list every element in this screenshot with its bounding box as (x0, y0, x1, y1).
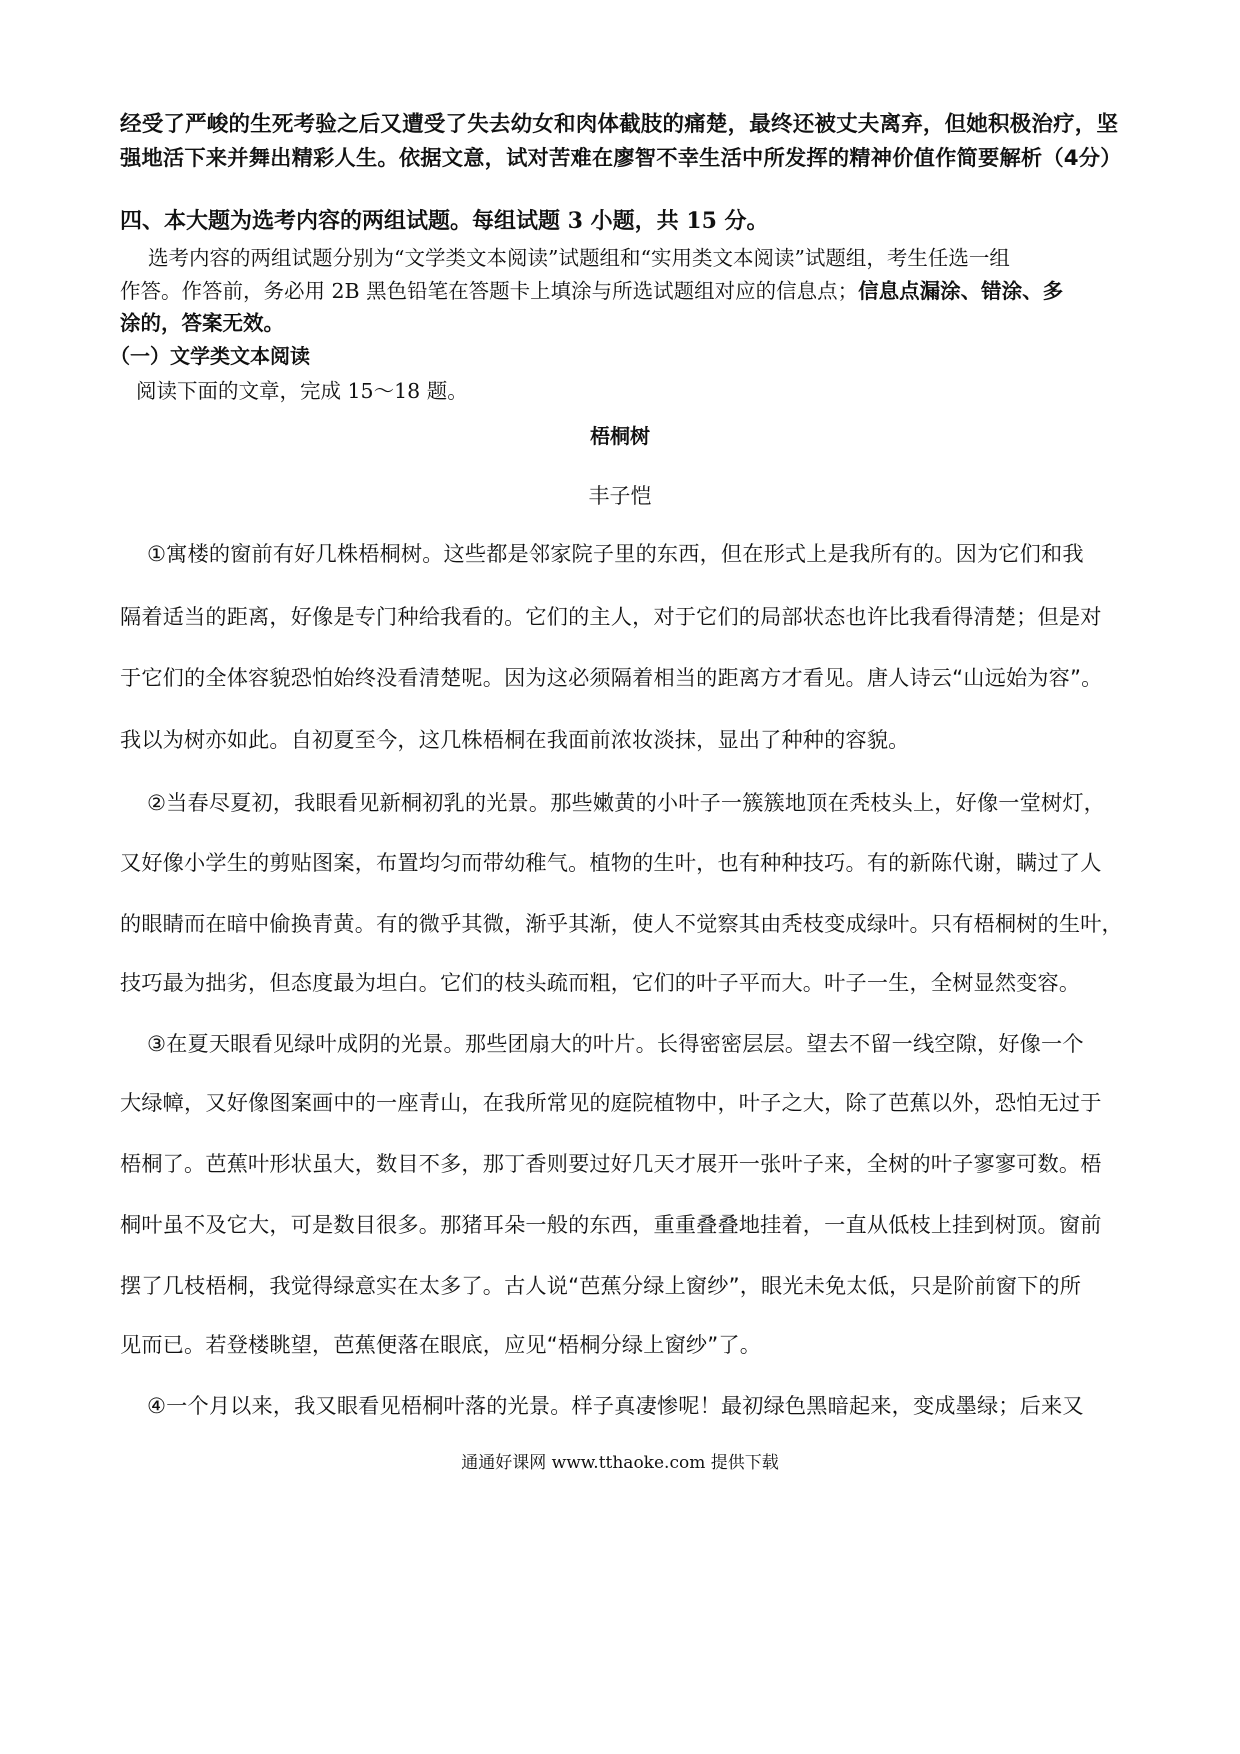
article-line-10: 大绿幛，又好像图案画中的一座青山，在我所常见的庭院植物中，叶子之大，除了芭蕉以外，恐怕无过于 (120, 1090, 1102, 1115)
article-line-12: 桐叶虽不及它大，可是数目很多。那猪耳朵一般的东西，重重叠叠地挂着，一直从低枝上挂到树顶。窗前 (120, 1212, 1102, 1237)
article-author: 丰子恺 (588, 484, 652, 508)
instructions-line-2 (120, 277, 1130, 305)
instructions-line-2-normal: 作答。作答前，务必用 2B 黑色铅笔在答题卡上填涂与所选试题组对应的信息点； (120, 279, 859, 303)
instructions-line-2-bold: 信息点漏涂、错涂、多 (858, 279, 1064, 303)
subsection-heading: （一）文学类文本阅读 (110, 344, 310, 368)
instructions-line-3: 涂的，答案无效。 (120, 311, 284, 335)
article-line-6: 又好像小学生的剪贴图案，布置均匀而带幼稚气。植物的生叶，也有种种技巧。有的新陈代谢，瞒过了人 (120, 850, 1102, 875)
section-four-heading: 四、本大题为选考内容的两组试题。每组试题 3 小题，共 15 分。 (120, 208, 769, 234)
article-line-2: 隔着适当的距离，好像是专门种给我看的。它们的主人，对于它们的局部状态也许比我看得清楚；但是对 (120, 604, 1102, 629)
page-footer: 通通好课网 www.tthaoke.com 提供下载 (461, 1453, 779, 1473)
article-line-8: 技巧最为拙劣，但态度最为坦白。它们的枝头疏而粗，它们的叶子平而大。叶子一生，全树显然变容。 (120, 970, 1081, 995)
article-line-9: ③在夏天眼看见绿叶成阴的光景。那些团扇大的叶片。长得密密层层。望去不留一线空隙，好像一个 (147, 1031, 1084, 1056)
question-line-1: 经受了严峻的生死考验之后又遭受了失去幼女和肉体截肢的痛楚，最终还被丈夫离弃，但她积极治疗，坚 (120, 112, 1119, 137)
question-line-2: 强地活下来并舞出精彩人生。依据文意，试对苦难在廖智不幸生活中所发挥的精神价值作简要解析（4分） (120, 146, 1122, 171)
article-line-7: 的眼睛而在暗中偷换青黄。有的微乎其微，渐乎其渐，使人不觉察其由秃枝变成绿叶。只有梧桐树的生叶， (120, 911, 1123, 936)
article-line-1: ①寓楼的窗前有好几株梧桐树。这些都是邻家院子里的东西，但在形式上是我所有的。因为它们和我 (147, 541, 1084, 566)
reading-prompt: 阅读下面的文章，完成 15～18 题。 (136, 379, 468, 403)
instructions-line-1: 选考内容的两组试题分别为“文学类文本阅读”试题组和“实用类文本阅读”试题组，考生任选一组 (148, 246, 1010, 270)
article-line-4: 我以为树亦如此。自初夏至今，这几株梧桐在我面前浓妆淡抹，显出了种种的容貌。 (120, 727, 910, 752)
article-line-5: ②当春尽夏初，我眼看见新桐初乳的光景。那些嫩黄的小叶子一簇簇地顶在秃枝头上，好像一堂树灯， (147, 790, 1105, 815)
article-line-13: 摆了几枝梧桐，我觉得绿意实在太多了。古人说“芭蕉分绿上窗纱”，眼光未免太低，只是阶前窗下的所 (120, 1273, 1082, 1298)
article-line-14: 见而已。若登楼眺望，芭蕉便落在眼底，应见“梧桐分绿上窗纱”了。 (120, 1332, 762, 1357)
article-line-3: 于它们的全体容貌恐怕始终没看清楚呢。因为这必须隔着相当的距离方才看见。唐人诗云“山远始为容”。 (120, 665, 1103, 690)
article-line-11: 梧桐了。芭蕉叶形状虽大，数目不多，那丁香则要过好几天才展开一张叶子来，全树的叶子寥寥可数。梧 (120, 1151, 1102, 1176)
article-line-15: ④一个月以来，我又眼看见梧桐叶落的光景。样子真凄惨呢！最初绿色黑暗起来，变成墨绿；后来又 (147, 1393, 1084, 1418)
article-title: 梧桐树 (590, 424, 650, 448)
